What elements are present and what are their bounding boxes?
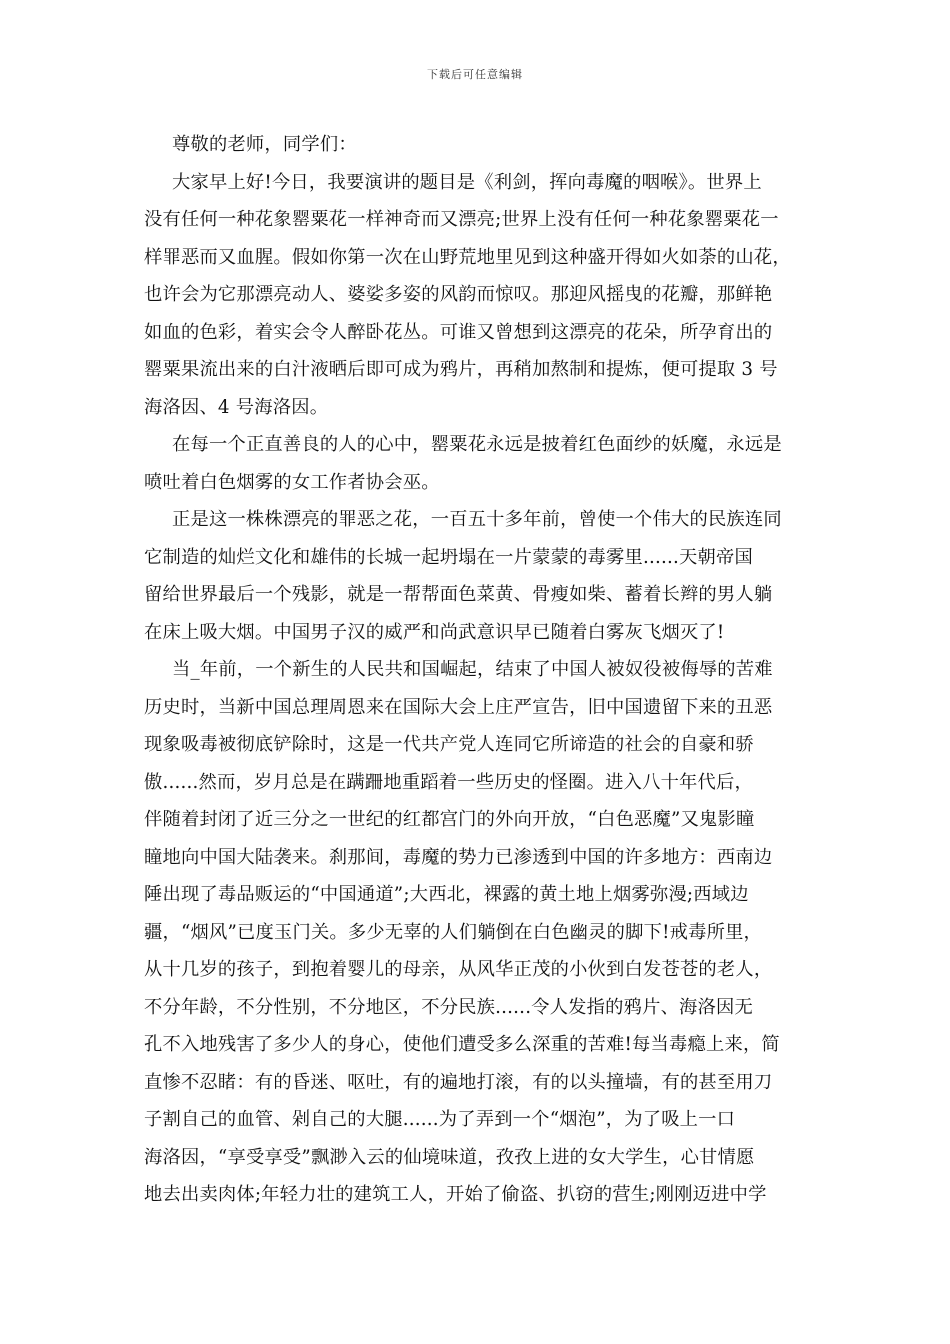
page-header: 下载后可任意编辑	[427, 68, 523, 81]
text-line: 从十几岁的孩子，到抱着婴儿的母亲，从风华正茂的小伙到白发苍苍的老人，	[144, 959, 773, 980]
text-line: 陲出现了毒品贩运的“中国通道”;大西北，裸露的黄土地上烟雾弥漫;西域边	[144, 884, 749, 905]
text-line: 尊敬的老师，同学们：	[172, 134, 357, 155]
text-line: 如血的色彩，着实会令人醉卧花丛。可谁又曾想到这漂亮的花朵，所孕育出的	[144, 321, 773, 343]
text-line: 在床上吸大烟。中国男子汉的威严和尚武意识早已随着白雾灰飞烟灭了!	[144, 621, 725, 643]
text-line: 疆，“烟风”已度玉门关。多少无辜的人们躺倒在白色幽灵的脚下!戒毒所里，	[144, 921, 763, 943]
text-line: 罂粟果流出来的白汁液晒后即可成为鸦片，再稍加熬制和提炼，便可提取 3 号	[144, 359, 778, 380]
text-line: 傲......然而，岁月总是在蹒跚地重蹈着一些历史的怪圈。进入八十年代后，	[144, 771, 753, 793]
text-line: 不分年龄，不分性别，不分地区，不分民族......令人发指的鸦片、海洛因无	[144, 996, 753, 1018]
text-line: 在每一个正直善良的人的心中，罂粟花永远是披着红色面纱的妖魔，永远是	[172, 434, 782, 455]
text-line: 现象吸毒被彻底铲除时，这是一代共产党人连同它所谛造的社会的自豪和骄	[144, 734, 754, 755]
text-line: 当_年前，一个新生的人民共和国崛起，结束了中国人被奴役被侮辱的苦难	[172, 659, 773, 680]
text-line: 历史时，当新中国总理周恩来在国际大会上庄严宣告，旧中国遗留下来的丑恶	[144, 696, 773, 718]
text-line: 大家早上好!今日，我要演讲的题目是《利剑，挥向毒魔的咽喉》。世界上	[172, 171, 762, 193]
text-line: 海洛因、4 号海洛因。	[144, 396, 329, 418]
text-line: 也许会为它那漂亮动人、婆娑多姿的风韵而惊叹。那迎风摇曳的花瓣，那鲜艳	[144, 284, 773, 305]
text-line: 正是这一株株漂亮的罪恶之花，一百五十多年前，曾使一个伟大的民族连同	[172, 509, 782, 530]
text-line: 子割自己的血管、剁自己的大腿......为了弄到一个“烟泡”，为了吸上一口	[144, 1109, 736, 1130]
text-line: 直惨不忍睹：有的昏迷、呕吐，有的遍地打滚，有的以头撞墙，有的甚至用刀	[144, 1071, 773, 1093]
text-line: 孔不入地残害了多少人的身心，使他们遭受多么深重的苦难!每当毒瘾上来，简	[144, 1034, 780, 1055]
text-line: 伴随着封闭了近三分之一世纪的红都宫门的外向开放，“白色恶魔”又鬼影瞳	[144, 809, 755, 830]
text-line: 喷吐着白色烟雾的女工作者协会巫。	[144, 471, 440, 493]
text-line: 地去出卖肉体;年轻力壮的建筑工人，开始了偷盗、扒窃的营生;刚刚迈进中学	[144, 1184, 767, 1205]
document-body	[144, 126, 816, 1214]
text-line: 海洛因，“享受享受”飘渺入云的仙境味道，孜孜上进的女大学生，心甘情愿	[144, 1146, 755, 1168]
text-line: 瞳地向中国大陆袭来。刹那间，毒魔的势力已渗透到中国的许多地方：西南边	[144, 846, 773, 868]
text-line: 没有任何一种花象罂粟花一样神奇而又漂亮;世界上没有任何一种花象罂粟花一	[144, 209, 779, 230]
text-line: 留给世界最后一个残影，就是一帮帮面色菜黄、骨瘦如柴、蓄着长辫的男人躺	[144, 584, 773, 605]
text-line: 它制造的灿烂文化和雄伟的长城一起坍塌在一片蒙蒙的毒雾里......天朝帝国	[144, 546, 753, 568]
text-line: 样罪恶而又血腥。假如你第一次在山野荒地里见到这种盛开得如火如荼的山花，	[144, 246, 791, 268]
